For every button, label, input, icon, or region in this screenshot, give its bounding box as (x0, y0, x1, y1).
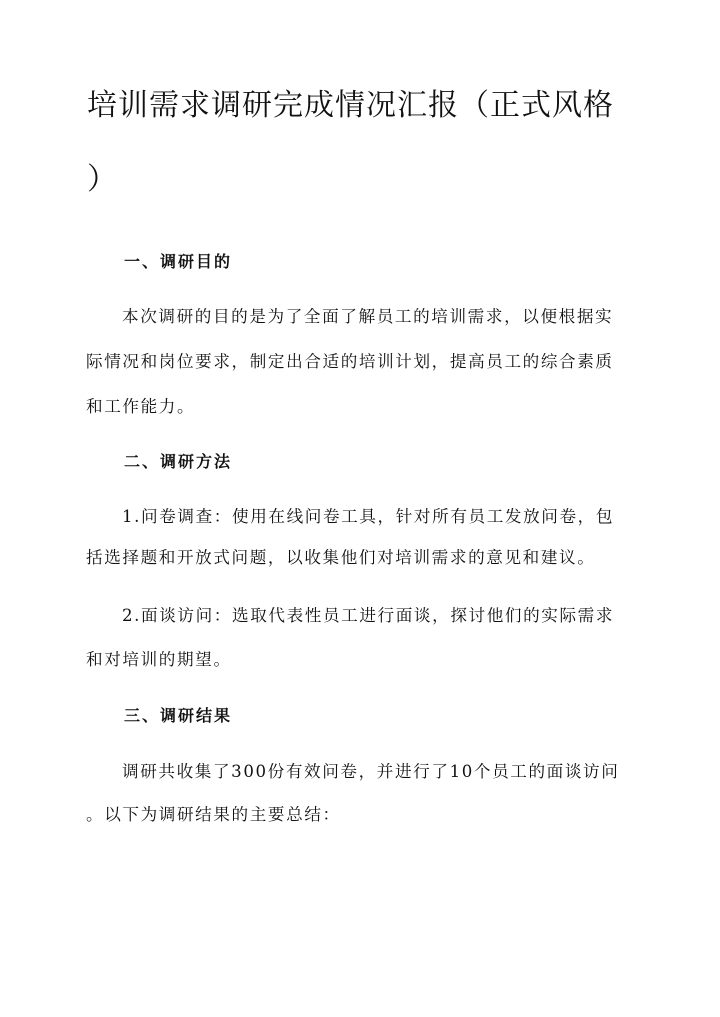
results-paragraph-line-2: 。以下为调研结果的主要总结： (86, 805, 341, 824)
method-item-1-line-2: 括选择题和开放式问题，以收集他们对培训需求的意见和建议。 (86, 548, 596, 567)
purpose-paragraph-line-1: 本次调研的目的是为了全面了解员工的培训需求，以便根据实 (122, 307, 614, 326)
method-item-1-line-1: 1.问卷调查：使用在线问卷工具，针对所有员工发放问卷，包 (122, 507, 615, 526)
section-heading-purpose: 一、调研目的 (124, 252, 233, 271)
results-paragraph-line-1: 调研共收集了300份有效问卷，并进行了10个员工的面谈访问 (122, 762, 620, 781)
document-title-line-2: ） (87, 162, 118, 197)
method-item-2-line-1: 2.面谈访问：选取代表性员工进行面谈，探讨他们的实际需求 (122, 606, 615, 625)
method-item-2-line-2: 和对培训的期望。 (86, 650, 232, 669)
document-title-line-1: 培训需求调研完成情况汇报（正式风格 (87, 88, 614, 123)
purpose-paragraph-line-2: 际情况和岗位要求，制定出合适的培训计划，提高员工的综合素质 (86, 352, 614, 371)
section-heading-results: 三、调研结果 (124, 706, 233, 725)
section-heading-method: 二、调研方法 (124, 452, 233, 471)
purpose-paragraph-line-3: 和工作能力。 (86, 397, 196, 416)
